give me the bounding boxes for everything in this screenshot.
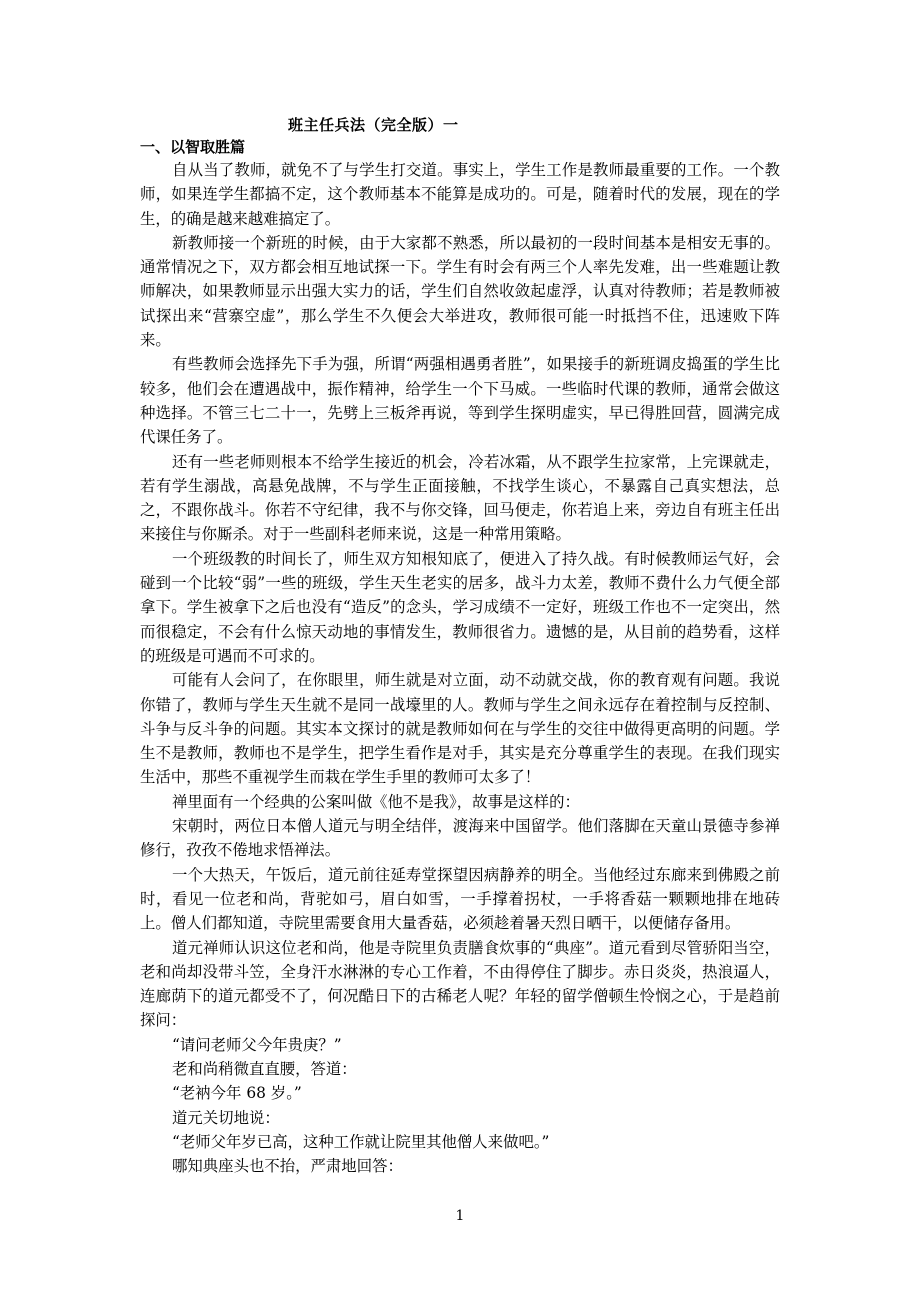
document-body: [140, 158, 780, 1178]
paragraph: 道元禅师认识这位老和尚，他是寺院里负责膳食炊事的“典座”。道元看到尽管骄阳当空，老和尚却没带斗笠，全身汗水淋淋的专心工作着，不由得停住了脚步。赤日炎炎，热浪逼人，连廊荫下的道元都受不了，何况酷日下的古稀老人呢？年轻的留学僧顿生怜悯之心，于是趋前探问：: [140, 938, 780, 1030]
paragraph: 道元关切地说：: [172, 1108, 280, 1127]
page-number: 1: [455, 1208, 465, 1224]
paragraph: 新教师接一个新班的时候，由于大家都不熟悉，所以最初的一段时间基本是相安无事的。通常情况之下，双方都会相互地试探一下。学生有时会有两三个人率先发难，出一些难题让教师解决，如果教师显示出强大实力的话，学生们自然收敛起虚浮，认真对待教师；若是教师被试探出来“营寨空虚”，那么学生不久便会大举进攻，教师很可能一时抵挡不住，迅速败下阵来。: [140, 233, 780, 350]
dialogue-line: “老衲今年 68 岁。”: [172, 1084, 302, 1103]
dialogue-line: “老师父年岁已高，这种工作就让院里其他僧人来做吧。”: [172, 1132, 550, 1151]
document-title: 班主任兵法（完全版）一: [288, 116, 459, 134]
paragraph: 还有一些老师则根本不给学生接近的机会，冷若冰霜，从不跟学生拉家常，上完课就走，若有学生溺战，高悬免战牌，不与学生正面接触，不找学生谈心，不暴露自己真实想法，总之，不跟你战斗。你若不守纪律，我不与你交锋，回马便走，你若追上来，旁边自有班主任出来接住与你厮杀。对于一些副科老师来说，这是一种常用策略。: [140, 452, 780, 544]
section-heading: 一、以智取胜篇: [140, 138, 246, 156]
paragraph: 哪知典座头也不抬，严肃地回答：: [172, 1157, 403, 1176]
dialogue-line: “请问老师父今年贵庚？”: [172, 1035, 342, 1054]
paragraph: 禅里面有一个经典的公案叫做《他不是我》，故事是这样的：: [172, 792, 580, 811]
paragraph: 可能有人会问了，在你眼里，师生就是对立面，动不动就交战，你的教育观有问题。我说你错了，教师与学生天生就不是同一战壕里的人。教师与学生之间永远存在着控制与反控制、斗争与反斗争的问题。其实本文探讨的就是教师如何在与学生的交往中做得更高明的问题。学生不是教师，教师也不是学生，把学生看作是对手，其实是充分尊重学生的表现。在我们现实生活中，那些不重视学生而栽在学生手里的教师可太多了！: [140, 671, 780, 787]
paragraph: 老和尚稍微直直腰，答道：: [172, 1059, 357, 1078]
paragraph: 有些教师会选择先下手为强，所谓“两强相遇勇者胜”，如果接手的新班调皮捣蛋的学生比较多，他们会在遭遇战中，振作精神，给学生一个下马威。一些临时代课的教师，通常会做这种选择。不管三七二十一，先劈上三板斧再说，等到学生探明虚实，早已得胜回营，圆满完成代课任务了。: [140, 355, 780, 447]
paragraph: 一个班级教的时间长了，师生双方知根知底了，便进入了持久战。有时候教师运气好，会碰到一个比较“弱”一些的班级，学生天生老实的居多，战斗力太差，教师不费什么力气便全部拿下。学生被拿下之后也没有“造反”的念头，学习成绩不一定好，班级工作也不一定突出，然而很稳定，不会有什么惊天动地的事情发生，教师很省力。遗憾的是，从目前的趋势看，这样的班级是可遇而不可求的。: [140, 549, 780, 665]
paragraph: 宋朝时，两位日本僧人道元与明全结伴，渡海来中国留学。他们落脚在天童山景德寺参禅修行，孜孜不倦地求悟禅法。: [140, 817, 780, 860]
paragraph: 一个大热天，午饭后，道元前往延寿堂探望因病静养的明全。当他经过东廊来到佛殿之前时，看见一位老和尚，背驼如弓，眉白如雪，一手撑着拐杖，一手将香菇一颗颗地排在地砖上。僧人们都知道，寺院里需要食用大量香菇，必须趁着暑天烈日晒干，以便储存备用。: [140, 865, 780, 933]
paragraph: 自从当了教师，就免不了与学生打交道。事实上，学生工作是教师最重要的工作。一个教师，如果连学生都搞不定，这个教师基本不能算是成功的。可是，随着时代的发展，现在的学生，的确是越来越难搞定了。: [140, 161, 780, 228]
